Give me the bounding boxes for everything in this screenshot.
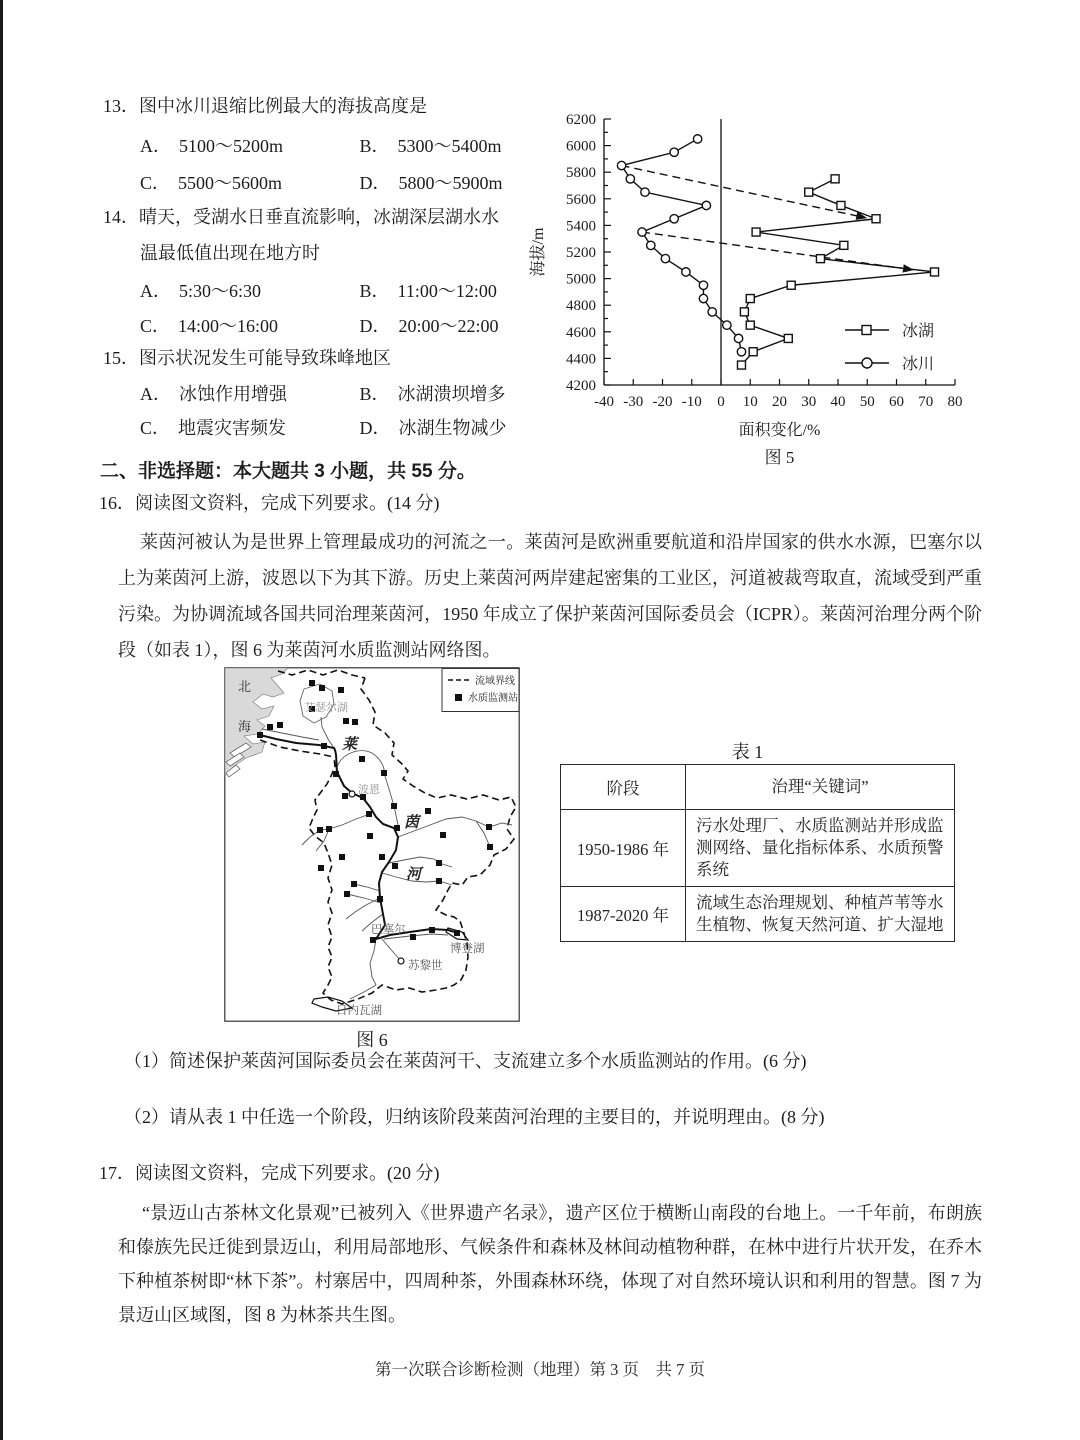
- option-text: 地震灾害频发: [178, 418, 287, 438]
- option-text: 5500～5600m: [178, 173, 283, 193]
- option-label: A．: [140, 384, 171, 404]
- q15-option-a: [140, 380, 355, 406]
- option-text: 5:30～6:30: [179, 281, 262, 301]
- q13-options-cd: [140, 169, 503, 195]
- water-quality-station-marker: [394, 825, 400, 831]
- option-label: B．: [359, 384, 390, 404]
- water-quality-station-marker: [257, 732, 263, 738]
- glacier-lake-area-change-chart: [528, 98, 990, 470]
- svg-text:6200: 6200: [566, 112, 596, 128]
- option-text: 11:00～12:00: [397, 281, 497, 301]
- q15-options-ab: [140, 380, 506, 406]
- water-quality-station-marker: [370, 937, 376, 943]
- legend-entry: 冰川: [902, 356, 935, 373]
- map-legend: [442, 669, 519, 712]
- svg-text:40: 40: [830, 394, 846, 410]
- table-row: [561, 810, 955, 887]
- water-quality-station-marker: [359, 756, 365, 762]
- water-quality-station-marker: [410, 934, 416, 940]
- map-label: 茵: [404, 815, 420, 831]
- scan-edge-artifact: [0, 0, 3, 1440]
- water-quality-station-marker: [339, 854, 345, 860]
- q15-option-c: [140, 414, 355, 440]
- water-quality-station-marker: [436, 878, 442, 884]
- q14-option-d: [360, 312, 499, 338]
- water-quality-station-marker: [277, 722, 283, 728]
- question-14-text-line2: 温最低值出现在地方时: [140, 243, 320, 263]
- map-label: 苏黎世: [408, 960, 443, 972]
- option-text: 20:00～22:00: [398, 316, 499, 336]
- svg-text:4600: 4600: [566, 324, 596, 341]
- question-16-paragraph: 莱茵河被认为是世界上管理最成功的河流之一。莱茵河是欧洲重要航道和沿岸国家的供水水源，巴塞尔以上为莱茵河上游，波恩以下为其下游。历史上莱茵河两岸建起密集的工业区，河道被裁弯取直，流域受到严重污染。为协调流域各国共同治理莱茵河，1950 年成立了保护莱茵河国际委员会（ICPR）。莱茵河治理分两个阶段（如表 1），图 6 为莱茵河水质监测站网络图。: [118, 532, 982, 660]
- q14-option-b: [360, 277, 497, 303]
- water-quality-station-marker: [379, 854, 385, 860]
- option-text: 冰蚀作用增强: [179, 384, 287, 404]
- q13-option-b: [360, 132, 502, 158]
- svg-text:70: 70: [918, 394, 934, 410]
- question-16-sub2: （2）请从表 1 中任选一个阶段，归纳该阶段莱茵河治理的主要目的，并说明理由。(8 分): [124, 1107, 825, 1127]
- option-label: A．: [140, 136, 171, 156]
- question-15-number: 15．: [103, 348, 139, 368]
- q13-option-c: [140, 169, 355, 195]
- table-header-keywords: 治理“关键词”: [686, 765, 955, 810]
- option-label: D．: [359, 173, 391, 193]
- option-label: C．: [140, 316, 171, 336]
- q14-option-a: [140, 277, 355, 303]
- water-quality-station-marker: [344, 891, 350, 897]
- option-text: 5800～5900m: [398, 173, 503, 193]
- option-label: B．: [359, 281, 390, 301]
- water-quality-station-marker: [440, 832, 446, 838]
- svg-text:5600: 5600: [566, 191, 596, 208]
- water-quality-station-marker: [342, 793, 348, 799]
- series-glacier: [617, 135, 745, 356]
- svg-text:-10: -10: [681, 394, 702, 410]
- q15-option-d: [360, 414, 507, 440]
- water-quality-station-marker: [333, 771, 339, 777]
- water-quality-station-marker: [317, 827, 323, 833]
- legend-station-symbol: [455, 694, 462, 701]
- water-quality-station-marker: [326, 826, 332, 832]
- svg-text:5800: 5800: [566, 165, 596, 182]
- table-cell-stage-2: 1987-2020 年: [561, 887, 686, 942]
- page-footer: 第一次联合诊断检测（地理）第 3 页 共 7 页: [375, 1360, 705, 1379]
- y-axis-label: 海拔/m: [530, 227, 547, 277]
- svg-text:4800: 4800: [566, 298, 596, 315]
- legend-station-label: 水质监测站: [468, 693, 518, 704]
- table-1-title: 表 1: [731, 742, 764, 762]
- map-label: 北: [238, 679, 252, 694]
- svg-text:0: 0: [717, 394, 725, 410]
- question-17-intro: 17．阅读图文资料，完成下列要求。(20 分): [99, 1163, 440, 1183]
- option-label: C．: [140, 173, 171, 193]
- water-quality-station-marker: [429, 927, 435, 933]
- city-marker: [349, 791, 355, 797]
- option-text: 5300～5400m: [397, 136, 502, 156]
- option-label: A．: [140, 281, 171, 301]
- x-axis-label: 面积变化/%: [738, 422, 821, 439]
- water-quality-station-marker: [343, 718, 349, 724]
- svg-text:-20: -20: [652, 394, 673, 410]
- map-label: 波恩: [358, 784, 380, 796]
- question-15-text: 图示状况发生可能导致珠峰地区: [139, 348, 391, 368]
- question-13-stem: [103, 95, 427, 117]
- svg-text:50: 50: [859, 394, 875, 410]
- water-quality-station-marker: [321, 743, 327, 749]
- svg-text:4200: 4200: [566, 378, 596, 394]
- figure-5-caption: 图 5: [764, 448, 795, 467]
- q14-options-ab: [140, 277, 497, 303]
- table-cell-keywords-1: 污水处理厂、水质监测站并形成监测网络、量化指标体系、水质预警系统: [686, 810, 955, 887]
- svg-text:5000: 5000: [566, 271, 596, 288]
- water-quality-station-marker: [366, 811, 372, 817]
- water-quality-station-marker: [351, 881, 357, 887]
- water-quality-station-marker: [436, 860, 442, 866]
- table-row: [561, 765, 955, 810]
- svg-text:80: 80: [947, 394, 963, 410]
- water-quality-station-marker: [338, 687, 344, 693]
- q15-option-b: [360, 380, 506, 406]
- svg-text:6000: 6000: [566, 138, 596, 155]
- option-text: 冰湖生物减少: [398, 418, 507, 438]
- q13-option-a: [140, 132, 355, 158]
- water-quality-station-marker: [377, 896, 383, 902]
- svg-text:5400: 5400: [566, 218, 596, 235]
- legend-boundary-label: 流域界线: [475, 676, 515, 687]
- figure-5-chart: [528, 98, 990, 475]
- figure-6-caption: 图 6: [356, 1030, 388, 1050]
- chart-legend: [845, 322, 934, 373]
- water-quality-station-marker: [487, 844, 493, 850]
- svg-text:30: 30: [801, 394, 817, 410]
- water-quality-station-marker: [381, 770, 387, 776]
- question-14-text-line1: 晴天，受湖水日垂直流影响，冰湖深层湖水水: [139, 207, 499, 227]
- q14-options-cd: [140, 312, 499, 338]
- svg-text:10: 10: [742, 394, 758, 410]
- svg-text:-30: -30: [623, 394, 644, 410]
- water-quality-station-marker: [367, 833, 373, 839]
- question-13-text: 图中冰川退缩比例最大的海拔高度是: [139, 96, 427, 116]
- svg-text:20: 20: [772, 394, 787, 410]
- map-label: 海: [238, 719, 252, 734]
- option-label: B．: [359, 136, 390, 156]
- svg-text:4400: 4400: [566, 351, 596, 368]
- city-marker: [398, 958, 404, 964]
- option-text: 冰湖溃坝增多: [397, 384, 506, 404]
- water-quality-station-marker: [309, 680, 315, 686]
- rhine-monitoring-network-map: [224, 667, 520, 1022]
- chart-axes: [604, 119, 955, 385]
- map-border: [225, 668, 519, 1021]
- water-quality-station-marker: [352, 719, 358, 725]
- question-16-sub1: （1）简述保护莱茵河国际委员会在莱茵河干、支流建立多个水质监测站的作用。(6 分): [124, 1051, 807, 1071]
- option-label: D．: [359, 418, 391, 438]
- legend-entry: 冰湖: [902, 323, 935, 340]
- table-row: [561, 887, 955, 942]
- svg-text:60: 60: [889, 394, 904, 410]
- option-label: D．: [359, 316, 391, 336]
- table-header-stage: 阶段: [561, 765, 686, 810]
- map-label: 巴塞尔: [371, 924, 406, 936]
- map-label: 博登湖: [450, 943, 485, 955]
- table-1: [560, 764, 955, 942]
- table-cell-stage-1: 1950-1986 年: [561, 810, 686, 887]
- water-quality-station-marker: [319, 685, 325, 691]
- water-quality-station-marker: [392, 863, 398, 869]
- q15-options-cd: [140, 414, 507, 440]
- water-quality-station-marker: [425, 808, 431, 814]
- map-label: 莱: [342, 737, 358, 753]
- option-label: C．: [140, 418, 171, 438]
- question-14-number: 14．: [103, 207, 139, 227]
- q13-option-d: [360, 169, 503, 195]
- water-quality-station-marker: [486, 824, 492, 830]
- question-14-stem: [103, 206, 499, 228]
- map-label: 河: [406, 867, 422, 883]
- question-13-number: 13．: [103, 96, 139, 116]
- svg-text:5200: 5200: [566, 245, 596, 261]
- figure-6-map: [224, 667, 520, 1027]
- question-17-paragraph: “景迈山古茶林文化景观”已被列入《世界遗产名录》，遗产区位于横断山南段的台地上。一千年前，布朗族和傣族先民迁徙到景迈山，利用局部地形、气候条件和森林及林间动植物种群，在林中进行片状开发，在乔木下种植茶树即“林下茶”。村寨居中，四周种茶，外围森林环绕，体现了对自然环境认识和利用的智慧。图 7 为景迈山区域图，图 8 为林茶共生图。: [118, 1203, 982, 1325]
- svg-text:-40: -40: [594, 394, 614, 410]
- water-quality-station-marker: [267, 724, 273, 730]
- question-16-intro: 16．阅读图文资料，完成下列要求。(14 分): [99, 493, 440, 513]
- option-text: 5100～5200m: [179, 136, 284, 156]
- q14-option-c: [140, 312, 355, 338]
- water-quality-station-marker: [454, 930, 460, 936]
- option-text: 14:00～16:00: [178, 316, 279, 336]
- water-quality-station-marker: [318, 865, 324, 871]
- map-label: 艾瑟尔湖: [304, 702, 348, 714]
- map-label: 日内瓦湖: [336, 1005, 382, 1017]
- water-quality-station-marker: [391, 803, 397, 809]
- section-2-heading: 二、非选择题：本大题共 3 小题，共 55 分。: [100, 461, 476, 482]
- q13-options-ab: [140, 132, 502, 158]
- question-15-stem: [103, 347, 391, 369]
- table-cell-keywords-2: 流域生态治理规划、种植芦苇等水生植物、恢复天然河道、扩大湿地: [686, 887, 955, 942]
- question-14-stem-line2: [140, 242, 320, 264]
